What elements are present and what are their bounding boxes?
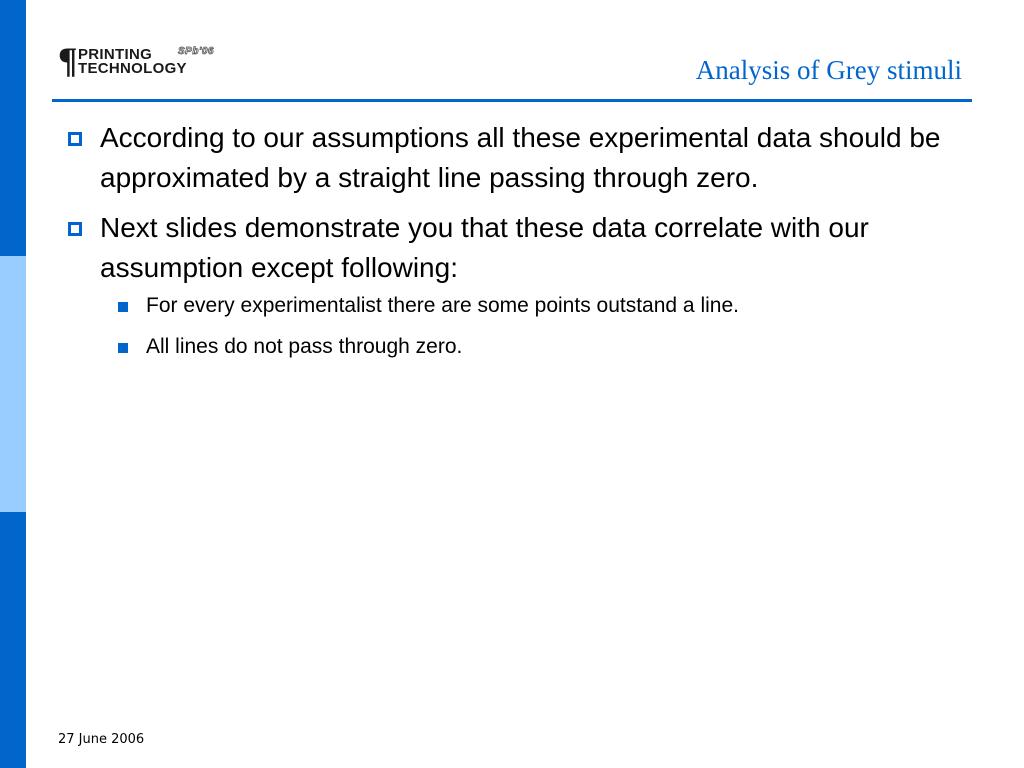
- bullet-item: [66, 118, 966, 198]
- sub-bullet-item: [66, 331, 966, 363]
- hollow-square-bullet-icon: [68, 222, 82, 236]
- sub-bullet-list: [66, 290, 966, 363]
- logo-year-mark: SPb'06: [178, 46, 214, 57]
- bullet-text: According to our assumptions all these experimental data should be approximated by a straight line passing through zero.: [100, 122, 941, 193]
- slide-title: Analysis of Grey stimuli: [695, 55, 962, 85]
- filled-square-bullet-icon: [118, 302, 128, 312]
- logo-text-technology: TECHNOLOGY: [78, 60, 187, 77]
- side-bar-middle-segment: [0, 256, 26, 512]
- title-divider: [52, 99, 972, 102]
- logo-text-printing: PRINTING: [78, 46, 153, 63]
- footer-date: 27 June 2006: [58, 732, 145, 747]
- bullet-text: Next slides demonstrate you that these data correlate with our assumption except following:: [100, 212, 869, 283]
- bullet-item: [66, 208, 966, 288]
- filled-square-bullet-icon: [118, 343, 128, 353]
- sub-bullet-text: For every experimentalist there are some points outstand a line.: [146, 294, 739, 317]
- side-bar-bottom-segment: [0, 512, 26, 768]
- printing-technology-logo: [58, 40, 228, 80]
- side-accent-bar: [0, 0, 26, 768]
- slide-content: [66, 118, 966, 372]
- sub-bullet-item: [66, 290, 966, 322]
- logo-pilcrow-mark: ¶: [58, 40, 78, 80]
- sub-bullet-text: All lines do not pass through zero.: [146, 335, 463, 358]
- hollow-square-bullet-icon: [68, 132, 82, 146]
- side-bar-top-segment: [0, 0, 26, 256]
